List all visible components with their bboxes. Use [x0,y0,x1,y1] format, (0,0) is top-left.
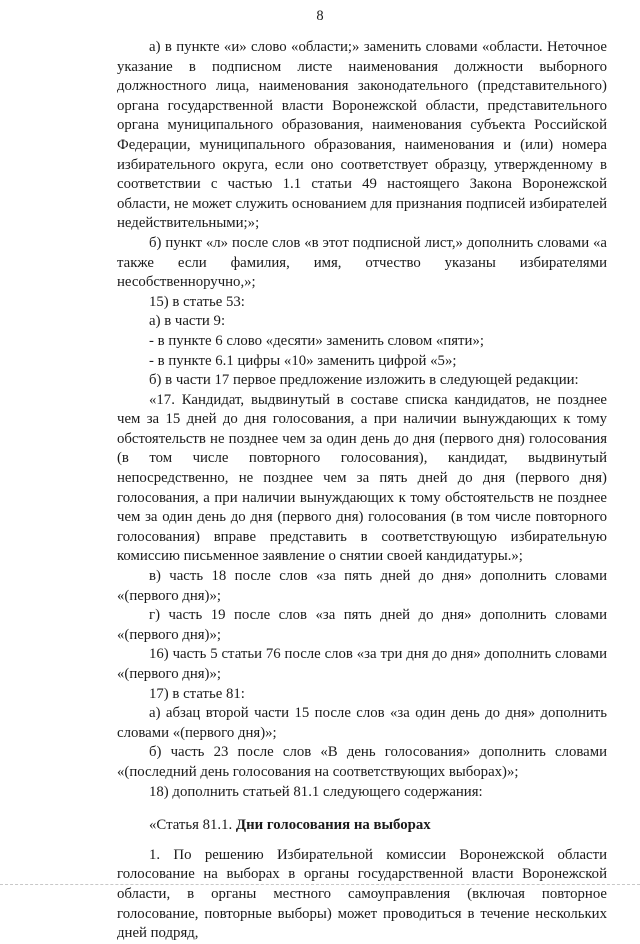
paragraph-part-17-text: «17. Кандидат, выдвинутый в составе списка кандидатов, не позднее чем за 15 дней до дня голосования, а при наличии вынуждающих к тому обстоятельств не позднее чем за один день до дня (первого дня) голосования (в том числе повторного голосования), кандидат, выдвинутый непосредственно, не позднее чем за пять дней до дня (первого дня) голосования, а при наличии вынуждающих к тому обстоятельств не позднее чем за один день до дня (первого дня) голосования (в том числе повторного голосования) вправе представить в соответствующую избирательную комиссию письменное заявление о снятии своей кандидатуры.»; [117,391,607,565]
paragraph-item-15-a: а) в части 9: [149,313,226,330]
paragraph-amendment-b-punkt-l: б) пункт «л» после слов «в этот подписной лист,» дополнить словами «а также если фамилия, имя, отчество указаны избирателями несобственноручно,»; [117,234,607,291]
paragraph-item-16: 16) часть 5 статьи 76 после слов «за три дня до дня» дополнить словами «(первого дня)»; [117,646,607,682]
paragraph-item-17-b: б) часть 23 после слов «В день голосования» дополнить словами «(последний день голосования на соответствующих выборах)»; [117,744,607,780]
document-body [117,38,607,944]
article-heading-prefix: «Статья 81.1. [149,817,236,834]
paragraph-item-15-a-point-6: - в пункте 6 слово «десяти» заменить словом «пяти»; [149,332,484,349]
paragraph-amendment-a-punkt-i: а) в пункте «и» слово «области;» заменить словами «области. Неточное указание в подписном листе наименования должности выборного должностного лица, наименования законодательного (представительного) органа государственной власти Воронежской области, представительного органа муниципального образования, наименования субъекта Российской Федерации, муниципального образования, наименования и (или) номера избирательного округа, если оно соответствует образцу, утвержденному в соответствии с частью 1.1 статьи 49 настоящего Закона Воронежской области, не может служить основанием для признания подписей избирателей недействительными;»; [117,39,607,232]
page-bottom-rule [0,884,640,885]
paragraph-item-17-a: а) абзац второй части 15 после слов «за один день до дня» дополнить словами «(первого дня)»; [117,705,607,741]
article-heading-title: Дни голосования на выборах [235,817,431,834]
paragraph-item-15-g: г) часть 19 после слов «за пять дней до дня» дополнить словами «(первого дня)»; [117,607,607,643]
article-heading [117,816,607,836]
paragraph-item-15-b: б) в части 17 первое предложение изложить в следующей редакции: [149,372,579,389]
paragraph-item-17: 17) в статье 81: [149,685,245,702]
paragraph-item-15-v: в) часть 18 после слов «за пять дней до дня» дополнить словами «(первого дня)»; [117,568,607,604]
page-number: 8 [316,8,324,24]
paragraph-item-15: 15) в статье 53: [149,293,245,310]
paragraph-item-15-a-point-6-1: - в пункте 6.1 цифры «10» заменить цифрой «5»; [149,352,457,369]
paragraph-item-18: 18) дополнить статьей 81.1 следующего содержания: [149,783,483,800]
article-paragraph-1: 1. По решению Избирательной комиссии Воронежской области голосование на выборах в органы государственной власти Воронежской области, в органы местного самоуправления (включая повторное голосование, повторные выборы) может проводиться в течение нескольких дней подряд, [117,846,607,942]
